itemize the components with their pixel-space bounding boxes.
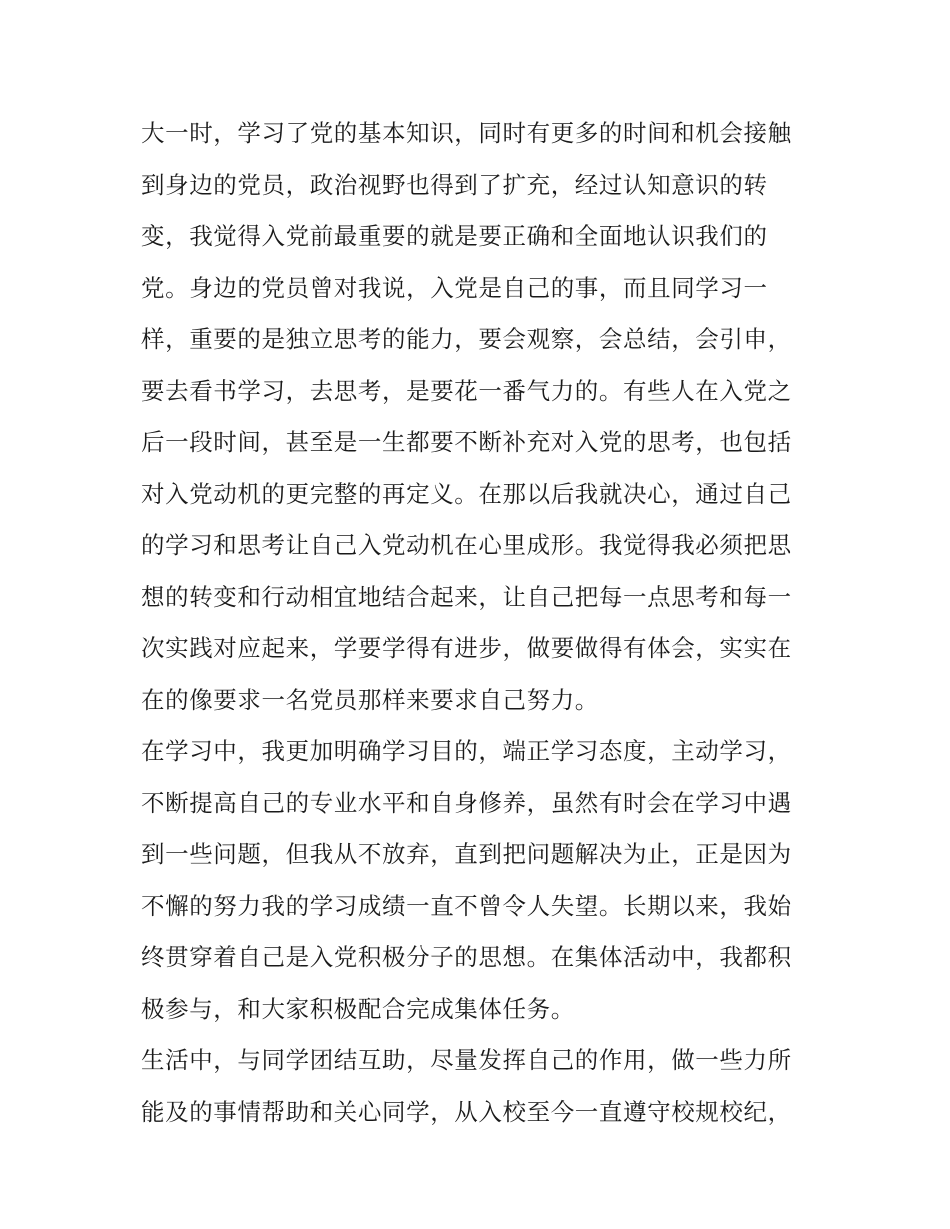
text-line: 变，我觉得入党前最重要的就是要正确和全面地认识我们的 (141, 222, 768, 250)
text-line: 的学习和思考让自己入党动机在心里成形。我觉得我必须把思 (141, 531, 792, 559)
text-line: 大一时，学习了党的基本知识，同时有更多的时间和机会接触 (141, 119, 792, 147)
text-line: 极参与，和大家积极配合完成集体任务。 (141, 994, 575, 1023)
text-line: 要去看书学习，去思考，是要花一番气力的。有些人在入党之 (141, 376, 792, 405)
text-line: 终贯穿着自己是入党积极分子的思想。在集体活动中，我都积 (141, 943, 792, 971)
text-line: 生活中，与同学团结互助，尽量发挥自己的作用，做一些力所 (141, 1046, 792, 1074)
text-line: 想的转变和行动相宜地结合起来，让自己把每一点思考和每一 (141, 582, 792, 611)
text-line: 不断提高自己的专业水平和自身修养，虽然有时会在学习中遇 (141, 788, 792, 817)
text-line: 党。身边的党员曾对我说，入党是自己的事，而且同学习一 (141, 273, 768, 302)
text-line: 到身边的党员，政治视野也得到了扩充，经过认知意识的转 (141, 170, 768, 199)
text-line: 在学习中，我更加明确学习目的，端正学习态度，主动学习， (141, 737, 792, 765)
text-line: 到一些问题，但我从不放弃，直到把问题解决为止，正是因为 (141, 840, 792, 868)
text-line: 次实践对应起来，学要学得有进步，做要做得有体会，实实在 (141, 634, 792, 662)
text-line: 后一段时间，甚至是一生都要不断补充对入党的思考，也包括 (141, 428, 792, 456)
text-line: 不懈的努力我的学习成绩一直不曾令人失望。长期以来，我始 (141, 891, 792, 920)
body-text (141, 108, 821, 1138)
text-line: 样，重要的是独立思考的能力，要会观察，会总结，会引申， (141, 325, 792, 353)
text-line: 在的像要求一名党员那样来要求自己努力。 (141, 685, 599, 714)
text-line: 对入党动机的更完整的再定义。在那以后我就决心，通过自己 (141, 479, 792, 508)
text-line: 能及的事情帮助和关心同学，从入校至今一直遵守校规校纪， (141, 1097, 792, 1126)
